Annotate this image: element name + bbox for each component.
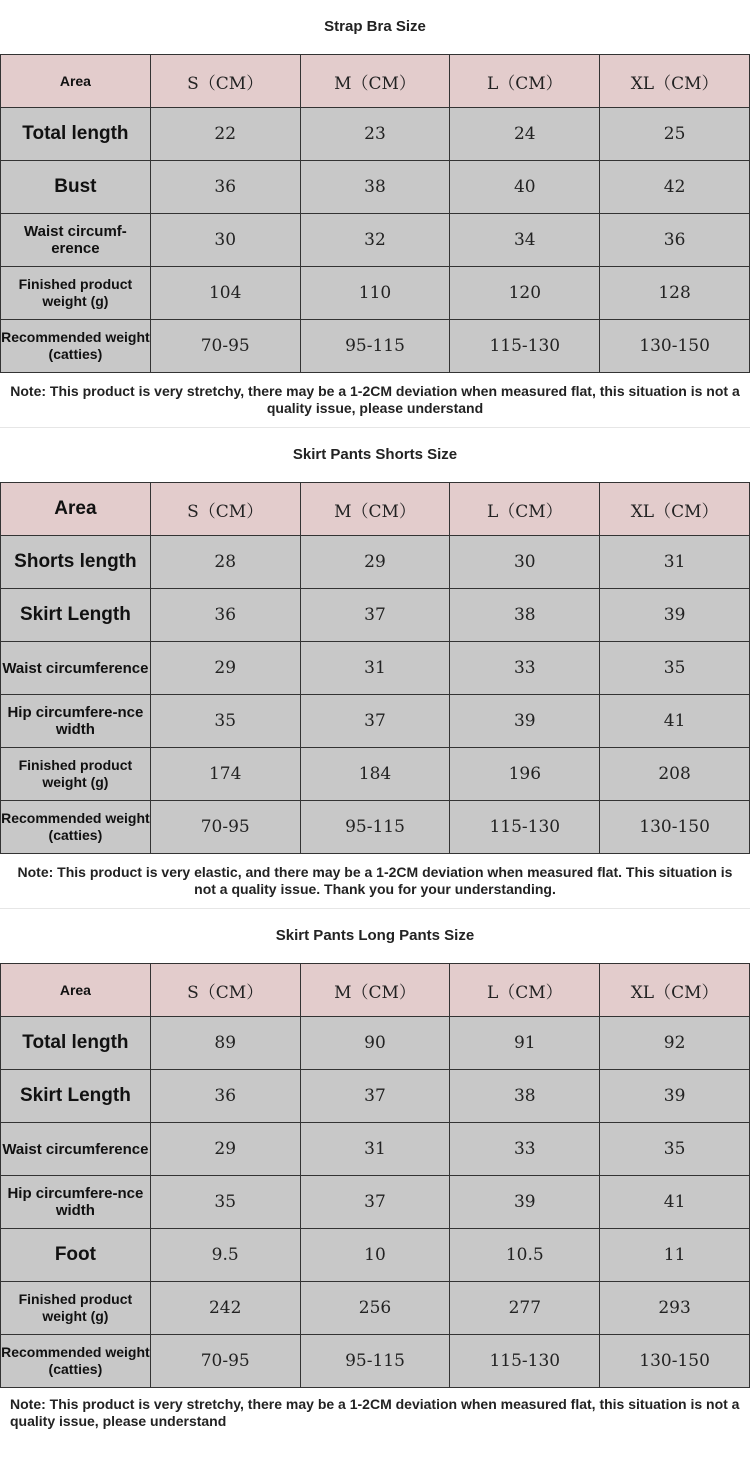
- table-cell: 23: [300, 108, 450, 161]
- header-cell: Area: [1, 483, 151, 536]
- table-cell: 36: [150, 589, 300, 642]
- table-cell: 30: [150, 214, 300, 267]
- table-cell: 120: [450, 267, 600, 320]
- table-row: [1, 748, 750, 801]
- table-cell: 38: [300, 161, 450, 214]
- table-cell: 115-130: [450, 320, 600, 373]
- header-cell: S（CM）: [150, 55, 300, 108]
- table-cell: 95-115: [300, 801, 450, 854]
- table-cell: 208: [600, 748, 750, 801]
- table-cell: 70-95: [150, 1335, 300, 1388]
- row-label: Recommended weight (catties): [1, 1335, 151, 1388]
- table-cell: 39: [450, 695, 600, 748]
- table-cell: 38: [450, 1070, 600, 1123]
- table-cell: 184: [300, 748, 450, 801]
- row-label: Total length: [1, 1017, 151, 1070]
- row-label: Hip circumfere-nce width: [1, 695, 151, 748]
- table-cell: 37: [300, 1070, 450, 1123]
- table-cell: 293: [600, 1282, 750, 1335]
- table-row: [1, 1176, 750, 1229]
- table-cell: 90: [300, 1017, 450, 1070]
- table-cell: 40: [450, 161, 600, 214]
- table-cell: 34: [450, 214, 600, 267]
- note-text: Note: This product is very stretchy, there may be a 1-2CM deviation when measured flat, this situation is not a quality issue, please understand: [10, 383, 740, 416]
- table-cell: 37: [300, 695, 450, 748]
- header-cell: S（CM）: [150, 964, 300, 1017]
- table-cell: 36: [600, 214, 750, 267]
- table-cell: 41: [600, 695, 750, 748]
- header-cell: L（CM）: [450, 483, 600, 536]
- note-text: Note: This product is very stretchy, there may be a 1-2CM deviation when measured flat, this situation is not a quality issue, please understand: [10, 1396, 740, 1429]
- note-text: Note: This product is very elastic, and there may be a 1-2CM deviation when measured flat. This situation is not a quality issue. Thank you for your understanding.: [17, 864, 733, 897]
- header-cell: XL（CM）: [600, 483, 750, 536]
- header-cell: M（CM）: [300, 964, 450, 1017]
- row-label: Hip circumfere-nce width: [1, 1176, 151, 1229]
- table-cell: 115-130: [450, 801, 600, 854]
- header-cell: Area: [1, 964, 151, 1017]
- table-cell: 70-95: [150, 801, 300, 854]
- table-cell: 31: [300, 642, 450, 695]
- table-header-row: [1, 483, 750, 536]
- table-row: [1, 801, 750, 854]
- table-cell: 110: [300, 267, 450, 320]
- table-row: [1, 1282, 750, 1335]
- table-row: [1, 1229, 750, 1282]
- section-title: Skirt Pants Shorts Size: [292, 446, 458, 463]
- header-cell: L（CM）: [450, 964, 600, 1017]
- table-cell: 130-150: [600, 320, 750, 373]
- table-cell: 33: [450, 642, 600, 695]
- row-label: Skirt Length: [1, 1070, 151, 1123]
- strap-bra-section: [0, 0, 750, 427]
- skirt-shorts-section: [0, 427, 750, 908]
- table-row: [1, 267, 750, 320]
- table-cell: 37: [300, 589, 450, 642]
- row-label: Finished product weight (g): [1, 748, 151, 801]
- table-cell: 39: [600, 1070, 750, 1123]
- table-row: [1, 536, 750, 589]
- row-label: Recommended weight (catties): [1, 801, 151, 854]
- table-cell: 25: [600, 108, 750, 161]
- table-row: [1, 1017, 750, 1070]
- table-cell: 277: [450, 1282, 600, 1335]
- table-cell: 104: [150, 267, 300, 320]
- header-cell: L（CM）: [450, 55, 600, 108]
- table-cell: 10: [300, 1229, 450, 1282]
- table-cell: 35: [150, 695, 300, 748]
- table-cell: 36: [150, 161, 300, 214]
- table-cell: 24: [450, 108, 600, 161]
- table-cell: 130-150: [600, 1335, 750, 1388]
- row-label: Foot: [1, 1229, 151, 1282]
- table-cell: 115-130: [450, 1335, 600, 1388]
- size-table: [0, 482, 750, 854]
- section-title: Skirt Pants Long Pants Size: [275, 927, 475, 944]
- table-cell: 29: [300, 536, 450, 589]
- row-label: Recommended weight (catties): [1, 320, 151, 373]
- header-cell: M（CM）: [300, 55, 450, 108]
- table-cell: 95-115: [300, 320, 450, 373]
- size-table: [0, 963, 750, 1388]
- table-cell: 41: [600, 1176, 750, 1229]
- table-cell: 33: [450, 1123, 600, 1176]
- table-cell: 196: [450, 748, 600, 801]
- table-cell: 37: [300, 1176, 450, 1229]
- table-row: [1, 642, 750, 695]
- table-row: [1, 1070, 750, 1123]
- row-label: Waist circumference: [1, 642, 151, 695]
- table-header-row: [1, 55, 750, 108]
- header-cell: Area: [1, 55, 151, 108]
- table-cell: 36: [150, 1070, 300, 1123]
- table-row: [1, 320, 750, 373]
- table-cell: 70-95: [150, 320, 300, 373]
- table-cell: 39: [600, 589, 750, 642]
- table-header-row: [1, 964, 750, 1017]
- row-label: Shorts length: [1, 536, 151, 589]
- row-label: Skirt Length: [1, 589, 151, 642]
- table-row: [1, 214, 750, 267]
- row-label: Waist circumf-erence: [1, 214, 151, 267]
- table-cell: 35: [150, 1176, 300, 1229]
- header-cell: XL（CM）: [600, 964, 750, 1017]
- table-cell: 22: [150, 108, 300, 161]
- table-cell: 35: [600, 1123, 750, 1176]
- header-cell: S（CM）: [150, 483, 300, 536]
- table-row: [1, 1123, 750, 1176]
- table-cell: 91: [450, 1017, 600, 1070]
- header-cell: M（CM）: [300, 483, 450, 536]
- size-table: [0, 54, 750, 373]
- table-cell: 29: [150, 1123, 300, 1176]
- table-row: [1, 108, 750, 161]
- table-cell: 242: [150, 1282, 300, 1335]
- table-cell: 35: [600, 642, 750, 695]
- table-cell: 29: [150, 642, 300, 695]
- table-cell: 95-115: [300, 1335, 450, 1388]
- table-row: [1, 589, 750, 642]
- row-label: Waist circumference: [1, 1123, 151, 1176]
- table-cell: 128: [600, 267, 750, 320]
- table-cell: 10.5: [450, 1229, 600, 1282]
- table-cell: 9.5: [150, 1229, 300, 1282]
- table-cell: 31: [300, 1123, 450, 1176]
- header-cell: XL（CM）: [600, 55, 750, 108]
- table-row: [1, 695, 750, 748]
- table-cell: 92: [600, 1017, 750, 1070]
- table-cell: 11: [600, 1229, 750, 1282]
- table-cell: 30: [450, 536, 600, 589]
- row-label: Finished product weight (g): [1, 1282, 151, 1335]
- table-cell: 39: [450, 1176, 600, 1229]
- table-cell: 174: [150, 748, 300, 801]
- row-label: Total length: [1, 108, 151, 161]
- table-cell: 89: [150, 1017, 300, 1070]
- table-cell: 42: [600, 161, 750, 214]
- table-row: [1, 1335, 750, 1388]
- table-cell: 38: [450, 589, 600, 642]
- table-cell: 130-150: [600, 801, 750, 854]
- row-label: Finished product weight (g): [1, 267, 151, 320]
- row-label: Bust: [1, 161, 151, 214]
- table-cell: 32: [300, 214, 450, 267]
- table-cell: 31: [600, 536, 750, 589]
- table-cell: 28: [150, 536, 300, 589]
- table-row: [1, 161, 750, 214]
- skirt-long-pants-section: [0, 908, 750, 1438]
- section-title: Strap Bra Size: [324, 18, 426, 35]
- table-cell: 256: [300, 1282, 450, 1335]
